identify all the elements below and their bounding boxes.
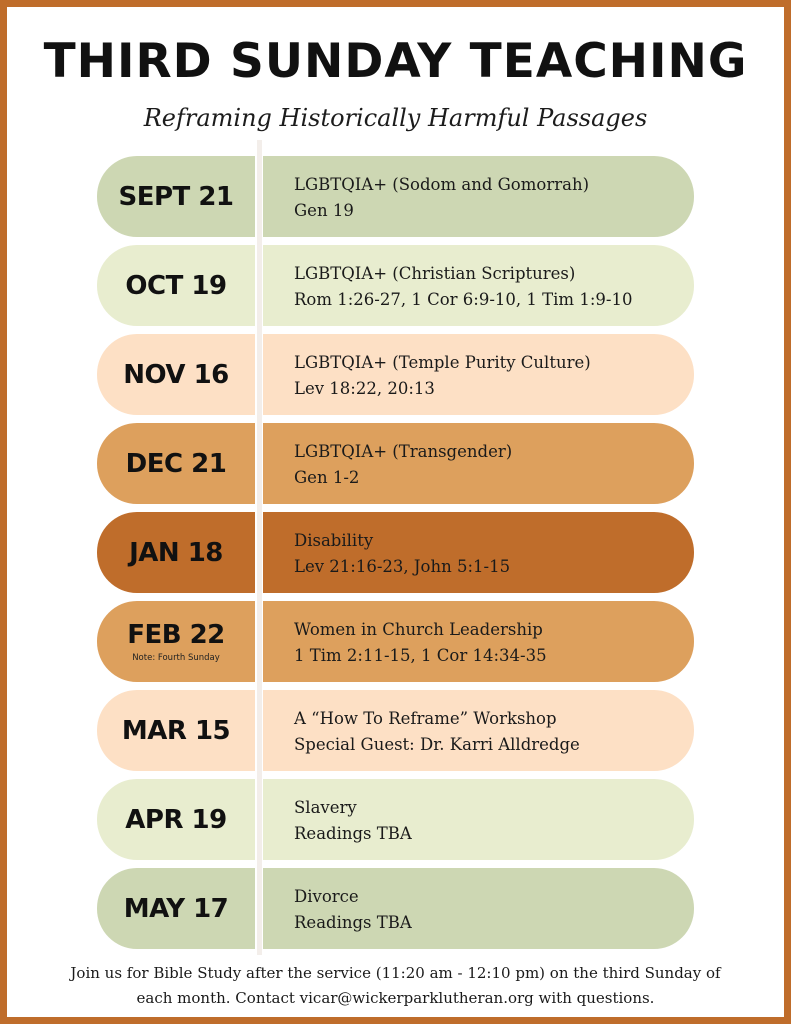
footer-line-1: Join us for Bible Study after the service (11:20 am - 12:10 pm) on the third Sunday of bbox=[70, 964, 721, 982]
topic-reading: Readings TBA bbox=[294, 824, 412, 843]
date-label: DEC 21 bbox=[125, 448, 227, 479]
footer-note bbox=[20, 961, 771, 1011]
schedule-row bbox=[97, 690, 694, 771]
topic-pill bbox=[263, 334, 694, 415]
date-pill bbox=[97, 512, 255, 593]
topic-pill bbox=[263, 690, 694, 771]
topic-title: Slavery bbox=[294, 798, 357, 817]
topic-pill bbox=[263, 868, 694, 949]
topic-pill bbox=[263, 601, 694, 682]
topic-reading: Readings TBA bbox=[294, 913, 412, 932]
topic-pill bbox=[263, 156, 694, 237]
schedule-row bbox=[97, 512, 694, 593]
topic-title: LGBTQIA+ (Christian Scriptures) bbox=[294, 264, 576, 283]
date-label: SEPT 21 bbox=[118, 181, 234, 212]
page-title: THIRD SUNDAY TEACHING bbox=[43, 34, 748, 89]
topic-title: A “How To Reframe” Workshop bbox=[294, 709, 557, 728]
date-pill bbox=[97, 779, 255, 860]
topic-pill bbox=[263, 423, 694, 504]
schedule-row bbox=[97, 601, 694, 682]
topic-title: Disability bbox=[294, 531, 374, 550]
topic-pill bbox=[263, 245, 694, 326]
schedule-row bbox=[97, 423, 694, 504]
date-pill bbox=[97, 245, 255, 326]
topic-reading: 1 Tim 2:11-15, 1 Cor 14:34-35 bbox=[294, 646, 547, 665]
date-pill bbox=[97, 423, 255, 504]
topic-reading: Lev 21:16-23, John 5:1-15 bbox=[294, 557, 511, 576]
topic-pill bbox=[263, 512, 694, 593]
topic-reading: Special Guest: Dr. Karri Alldredge bbox=[294, 735, 580, 754]
topic-reading: Gen 1-2 bbox=[294, 468, 360, 487]
date-label: MAR 15 bbox=[121, 715, 231, 746]
date-pill bbox=[97, 334, 255, 415]
date-label: NOV 16 bbox=[123, 359, 229, 390]
date-label: APR 19 bbox=[125, 804, 227, 835]
schedule-row bbox=[97, 334, 694, 415]
date-note: Note: Fourth Sunday bbox=[132, 653, 220, 663]
date-pill bbox=[97, 868, 255, 949]
schedule-row bbox=[97, 779, 694, 860]
schedule-row bbox=[97, 868, 694, 949]
date-label: OCT 19 bbox=[125, 270, 227, 301]
topic-title: LGBTQIA+ (Temple Purity Culture) bbox=[294, 353, 591, 372]
page-subtitle: Reframing Historically Harmful Passages bbox=[143, 104, 648, 132]
topic-pill bbox=[263, 779, 694, 860]
date-label: FEB 22 bbox=[127, 620, 225, 650]
date-label: JAN 18 bbox=[129, 537, 223, 568]
date-pill bbox=[97, 690, 255, 771]
topic-reading: Rom 1:26-27, 1 Cor 6:9-10, 1 Tim 1:9-10 bbox=[294, 290, 633, 309]
topic-reading: Lev 18:22, 20:13 bbox=[294, 379, 435, 398]
topic-title: Women in Church Leadership bbox=[294, 620, 543, 639]
topic-title: LGBTQIA+ (Transgender) bbox=[294, 442, 513, 461]
topic-title: LGBTQIA+ (Sodom and Gomorrah) bbox=[294, 175, 590, 194]
schedule-row bbox=[97, 245, 694, 326]
topic-title: Divorce bbox=[294, 887, 359, 906]
topic-reading: Gen 19 bbox=[294, 201, 354, 220]
date-pill bbox=[97, 156, 255, 237]
schedule-row bbox=[97, 156, 694, 237]
date-pill bbox=[97, 601, 255, 682]
footer-line-2: each month. Contact vicar@wickerparklutheran.org with questions. bbox=[136, 989, 655, 1007]
date-label: MAY 17 bbox=[123, 893, 229, 924]
